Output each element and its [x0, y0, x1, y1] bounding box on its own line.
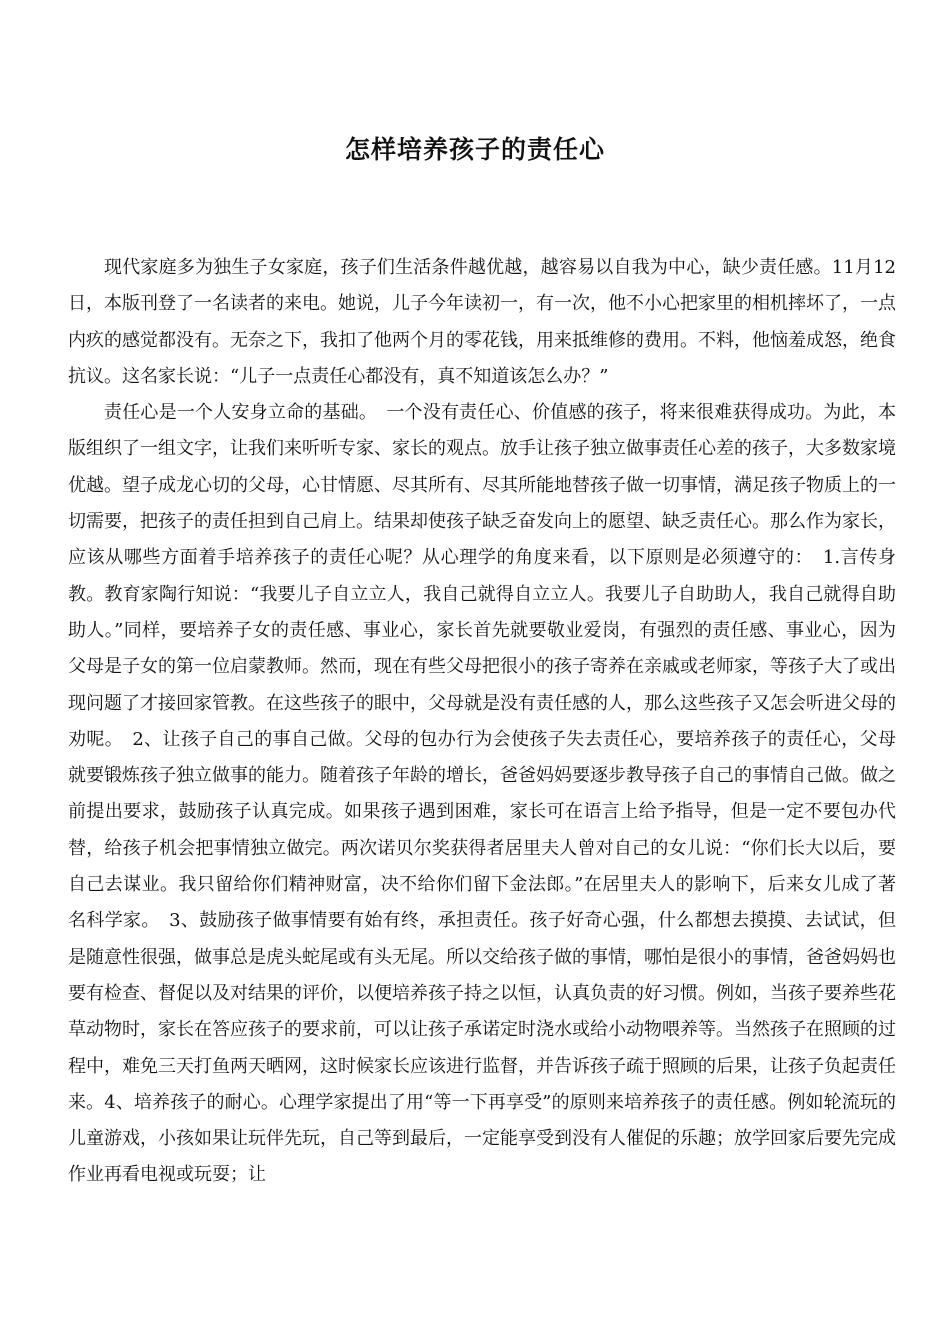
document-title: 怎样培养孩子的责任心 [344, 135, 605, 164]
paragraph-main: 责任心是一个人安身立命的基础。 一个没有责任心、价值感的孩子，将来很难获得成功。为此，本版组织了一组文字，让我们来听听专家、家长的观点。放手让孩子独立做事责任心差的孩子，大多数家境优越。望子成龙心切的父母，心甘情愿、尽其所有、尽其所能地替孩子做一切事情，满足孩子物质上的一切需要，把孩子的责任担到自己肩上。结果却使孩子缺乏奋发向上的愿望、缺乏责任心。那么作为家长，应该从哪些方面着手培养孩子的责任心呢？从心理学的角度来看，以下原则是必须遵守的： 1.言传身教。教育家陶行知说：“我要儿子自立立人，我自己就得自立立人。我要儿子自助助人，我自己就得自助助人。”同样，要培养子女的责任感、事业心，家长首先就要敬业爱岗，有强烈的责任感、事业心，因为父母是子女的第一位启蒙教师。然而，现在有些父母把很小的孩子寄养在亲戚或老师家，等孩子大了或出现问题了才接回家管教。在这些孩子的眼中，父母就是没有责任感的人，那么这些孩子又怎会听进父母的劝呢。 2、让孩子自己的事自己做。父母的包办行为会使孩子失去责任心，要培养孩子的责任心，父母就要锻炼孩子独立做事的能力。随着孩子年龄的增长，爸爸妈妈要逐步教导孩子自己的事情自己做。做之前提出要求，鼓励孩子认真完成。如果孩子遇到困难，家长可在语言上给予指导，但是一定不要包办代替，给孩子机会把事情独立做完。两次诺贝尔奖获得者居里夫人曾对自己的女儿说：“你们长大以后，要自己去谋业。我只留给你们精神财富，决不给你们留下金法郎。”在居里夫人的影响下，后来女儿成了著名科学家。 3、鼓励孩子做事情要有始有终，承担责任。孩子好奇心强，什么都想去摸摸、去试试，但是随意性很强，做事总是虎头蛇尾或有头无尾。所以交给孩子做的事情，哪怕是很小的事情，爸爸妈妈也要有检查、督促以及对结果的评价，以便培养孩子持之以恒，认真负责的好习惯。例如，当孩子要养些花草动物时，家长在答应孩子的要求前，可以让孩子承诺定时浇水或给小动物喂养等。当然孩子在照顾的过程中，难免三天打鱼两天晒网，这时候家长应该进行监督，并告诉孩子疏于照顾的后果，让孩子负起责任来。4、培养孩子的耐心。心理学家提出了用“等一下再享受”的原则来培养孩子的责任感。例如轮流玩的儿童游戏，小孩如果让玩伴先玩，自己等到最后，一定能享受到没有人催促的乐趣；放学回家后要先完成作业再看电视或玩耍；让 [68, 402, 896, 1186]
document-body [68, 250, 896, 1194]
paragraph-intro: 现代家庭多为独生子女家庭，孩子们生活条件越优越，越容易以自我为中心，缺少责任感。11月12日，本版刊登了一名读者的来电。她说，儿子今年读初一，有一次，他不小心把家里的相机摔坏了，一点内疚的感觉都没有。无奈之下，我扣了他两个月的零花钱，用来抵维修的费用。不料，他恼羞成怒，绝食抗议。这名家长说：“儿子一点责任心都没有，真不知道该怎么办？” [68, 257, 896, 387]
